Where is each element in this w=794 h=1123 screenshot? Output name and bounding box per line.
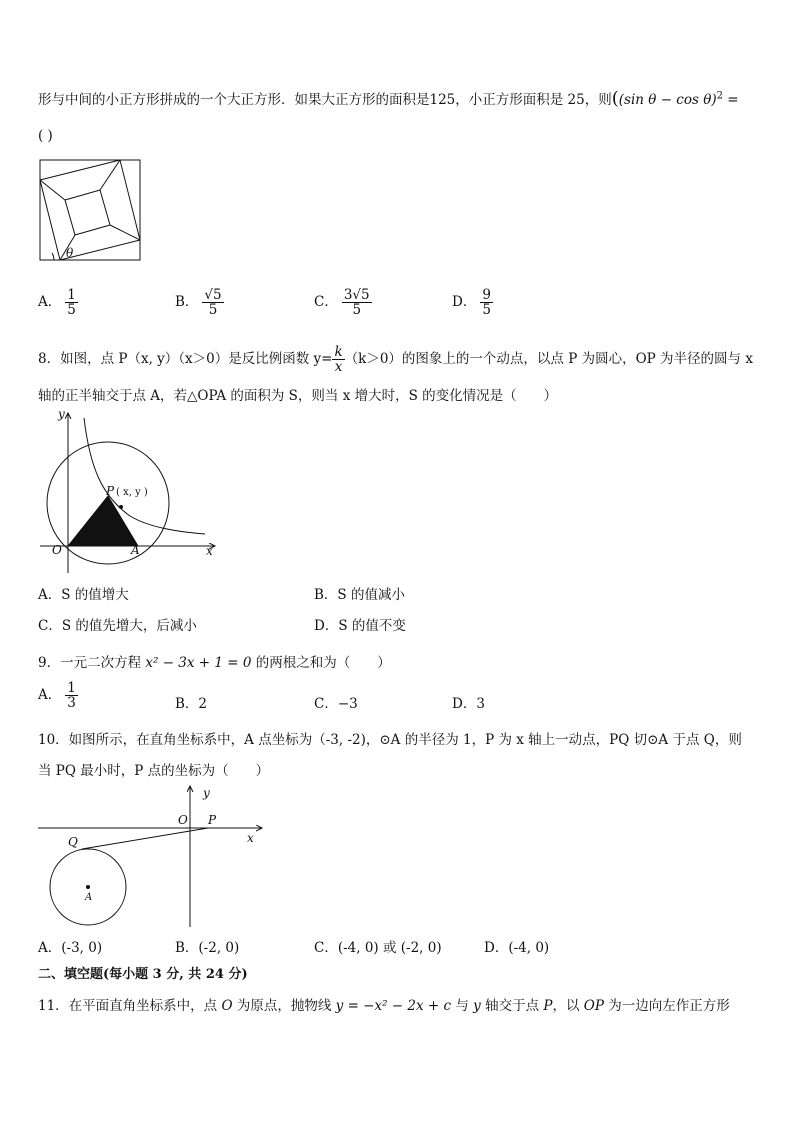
q9-option-a-den: 3 xyxy=(67,695,76,712)
q9-option-a[interactable] xyxy=(38,681,78,710)
q8-line1 xyxy=(38,345,753,374)
q7-option-c[interactable] xyxy=(314,288,372,317)
q9-equation: x² − 3x + 1 = 0 xyxy=(145,655,252,671)
q8-x-label: x xyxy=(206,544,213,558)
q11-stem-e: ，以 xyxy=(552,998,584,1014)
q7-option-d-num: 9 xyxy=(482,287,491,303)
q11-OP: OP xyxy=(583,998,604,1014)
q7-option-a-letter: A． xyxy=(38,294,62,311)
q7-power: 2 xyxy=(716,90,723,102)
q11-parabola: y = −x² − 2x + c xyxy=(335,998,452,1014)
q7-answer-bracket: ( ) xyxy=(38,128,53,144)
q7-option-d-den: 5 xyxy=(482,302,491,319)
q10-P-label: P xyxy=(208,813,217,827)
q9-option-b[interactable]: B．2 xyxy=(175,696,208,712)
q7-option-c-letter: C． xyxy=(314,294,338,311)
q7-option-b-num: √5 xyxy=(204,287,222,303)
q10-option-d[interactable]: D．(-4, 0) xyxy=(484,940,550,956)
q7-line1: 形与中间的小正方形拼成的一个大正方形．如果大正方形的面积是125，小正方形面积是 25，则((sin θ − cos θ)$^2$ = xyxy=(38,88,739,109)
q8-option-a[interactable]: A．S 的值增大 xyxy=(38,587,129,603)
q8-line1-b: （k＞0）的图象上的一个动点，以点 P 为圆心，OP 为半径的圆与 x xyxy=(344,351,753,368)
q11-stem-b: 为原点，抛物线 xyxy=(232,998,336,1014)
q11-stem-d: 轴交于点 xyxy=(480,998,544,1014)
q10-line1: 10．如图所示，在直角坐标系中，A 点坐标为（-3, -2)，⊙A 的半径为 1，P 为 x 轴上一动点，PQ 切⊙A 于点 Q，则 xyxy=(38,732,742,748)
q8-func-num: k xyxy=(334,344,343,360)
q8-line1-a: 8．如图，点 P（x, y）（x＞0）是反比例函数 y= xyxy=(38,351,333,368)
q8-option-d[interactable]: D．S 的值不变 xyxy=(314,618,406,634)
q8-O-label: O xyxy=(52,543,62,557)
q10-option-c[interactable]: C．(-4, 0) 或 (-2, 0) xyxy=(314,940,442,956)
q11-stem-f: 为一边向左作正方形 xyxy=(603,998,730,1014)
q8-option-c[interactable]: C．S 的值先增大，后减小 xyxy=(38,618,197,634)
q11-stem-c: 与 xyxy=(451,998,474,1014)
section-title: 二、填空题(每小题 3 分, 共 24 分) xyxy=(38,967,248,982)
q9-option-d[interactable]: D．3 xyxy=(452,696,485,712)
q10-line2: 当 PQ 最小时，P 点的坐标为（ ） xyxy=(38,763,270,779)
q7-option-c-num: 3√5 xyxy=(343,287,370,303)
q7-option-c-den: 5 xyxy=(352,302,362,319)
q10-option-b[interactable]: B．(-2, 0) xyxy=(175,940,240,956)
q9-stem xyxy=(38,651,391,671)
q11-yaxis: y xyxy=(473,998,481,1014)
q8-y-label: y xyxy=(58,407,65,421)
q10-O-label: O xyxy=(178,813,188,827)
q10-A-label: A xyxy=(85,892,93,903)
q9-stem-b: 的两根之和为（ ） xyxy=(251,655,391,671)
q7-option-b[interactable] xyxy=(175,288,224,317)
q8-P-label: P xyxy=(106,484,115,498)
q7-option-a[interactable] xyxy=(38,288,78,317)
q8-P-coord-label: ( x, y ) xyxy=(116,487,148,498)
q7-option-b-den: 5 xyxy=(208,302,218,319)
q7-square-figure xyxy=(40,160,140,260)
q9-option-a-num: 1 xyxy=(67,680,76,696)
q7-equals: = xyxy=(722,92,739,108)
q10-y-label: y xyxy=(203,786,210,800)
q11-stem-a: 11．在平面直角坐标系中，点 xyxy=(38,998,222,1014)
q7-option-a-den: 5 xyxy=(67,302,76,319)
q11-P: P xyxy=(543,998,553,1014)
q9-option-c[interactable]: C．−3 xyxy=(314,696,358,712)
q8-A-label: A xyxy=(131,543,140,557)
q10-figure xyxy=(36,782,276,932)
q10-Q-label: Q xyxy=(68,835,78,849)
q7-option-b-letter: B． xyxy=(175,294,199,311)
q7-option-d[interactable] xyxy=(452,288,493,317)
q7-theta-label: θ xyxy=(66,246,74,260)
q7-option-a-num: 1 xyxy=(67,287,76,303)
q7-option-d-letter: D． xyxy=(452,294,477,311)
q8-func-den: x xyxy=(334,359,343,376)
q11-O: O xyxy=(221,998,233,1014)
q7-line1-text: 形与中间的小正方形拼成的一个大正方形．如果大正方形的面积是125，小正方形面积是 25，则 xyxy=(38,92,612,108)
q8-option-b[interactable]: B．S 的值减小 xyxy=(314,587,405,603)
q9-option-a-letter: A． xyxy=(38,687,62,704)
q10-x-label: x xyxy=(247,831,254,845)
q8-line2: 轴的正半轴交于点 A，若△OPA 的面积为 S，则当 x 增大时，S 的变化情况是（ ） xyxy=(38,388,558,404)
q9-stem-a: 9．一元二次方程 xyxy=(38,655,146,671)
q7-expression: (sin θ − cos θ) xyxy=(618,92,717,108)
q10-option-a[interactable]: A．(-3, 0) xyxy=(38,940,103,956)
q11-stem xyxy=(38,994,730,1014)
